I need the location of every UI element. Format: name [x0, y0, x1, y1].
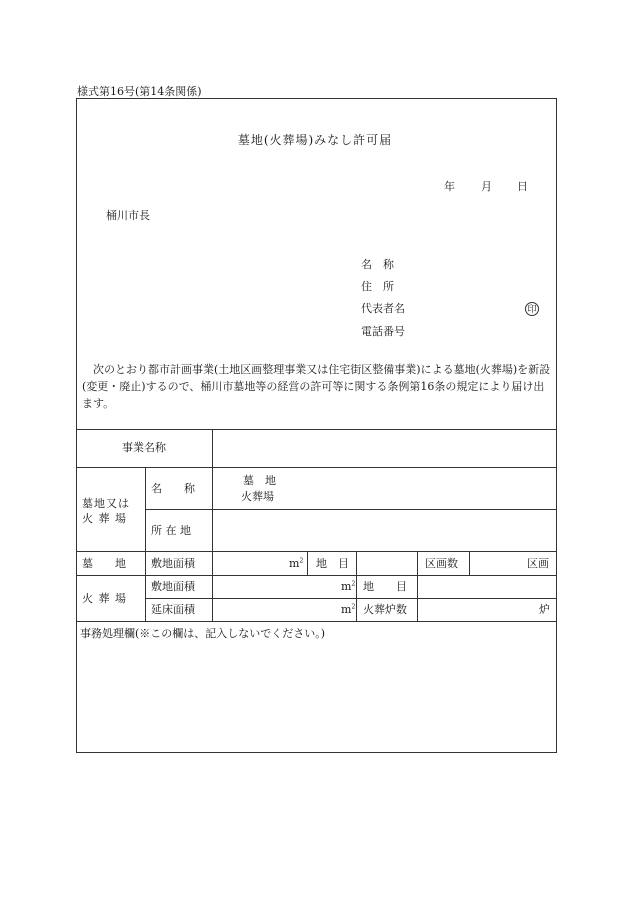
table-line [307, 551, 308, 575]
form-number: 様式第16号(第14条関係) [77, 85, 202, 98]
crematorium-land-category-label: 地 目 [363, 580, 407, 593]
applicant-address-label: 住 所 [361, 280, 394, 293]
table-line [76, 575, 557, 576]
table-line [76, 551, 557, 552]
project-name-field[interactable] [212, 430, 557, 466]
date-year: 年 [444, 180, 455, 193]
table-line [76, 467, 557, 468]
cemetery-land-category-label: 地 目 [316, 557, 349, 570]
addressee: 桶川市長 [106, 209, 150, 222]
crematorium-row-label: 火 葬 場 [82, 592, 127, 605]
furnace-unit: 炉 [539, 603, 550, 616]
applicant-phone-label: 電話番号 [361, 325, 405, 338]
crematorium-area-unit: $m^2$ [341, 580, 356, 593]
facility-label-line1: 墓地又は [82, 497, 130, 510]
applicant-representative-label: 代表者名 [361, 302, 405, 315]
location-field[interactable] [213, 510, 556, 550]
furnace-count-label: 火葬炉数 [363, 603, 407, 616]
plot-count-label: 区画数 [425, 557, 458, 570]
table-line [469, 551, 470, 575]
floor-area-label: 延床面積 [151, 603, 195, 616]
table-line [417, 551, 418, 621]
office-note: 事務処理欄(※この欄は、記入しないでください。) [80, 627, 326, 640]
table-line [145, 598, 557, 599]
facility-label-line2: 火 葬 場 [82, 512, 127, 525]
date-month: 月 [481, 180, 492, 193]
seal-mark: 印 [525, 302, 539, 316]
form-frame [76, 98, 557, 753]
location-label: 所 在 地 [151, 524, 191, 537]
cemetery-row-label: 墓 地 [82, 557, 126, 570]
cemetery-area-unit: $m^2$ [289, 557, 304, 570]
table-line [76, 621, 557, 622]
name-option-crematorium[interactable]: 火葬場 [241, 490, 274, 503]
table-line [145, 467, 146, 621]
cemetery-site-area-label: 敷地面積 [151, 557, 195, 570]
crematorium-site-area-label: 敷地面積 [151, 580, 195, 593]
plot-unit: 区画 [527, 557, 549, 570]
form-title: 墓地(火葬場)みなし許可届 [237, 133, 393, 147]
date-day: 日 [517, 180, 528, 193]
table-line [356, 551, 357, 621]
floor-area-unit: $m^2$ [341, 603, 356, 616]
facility-name-label: 名 称 [151, 482, 195, 495]
project-name-label: 事業名称 [122, 441, 166, 454]
name-option-cemetery[interactable]: 墓 地 [243, 474, 276, 487]
applicant-name-label: 名 称 [361, 258, 394, 271]
body-paragraph: 次のとおり都市計画事業(土地区画整理事業又は住宅街区整備事業)による墓地(火葬場)を新設(変更・廃止)するので、桶川市墓地等の経営の許可等に関する条例第16条の規定により届け出ます。 [82, 363, 551, 410]
